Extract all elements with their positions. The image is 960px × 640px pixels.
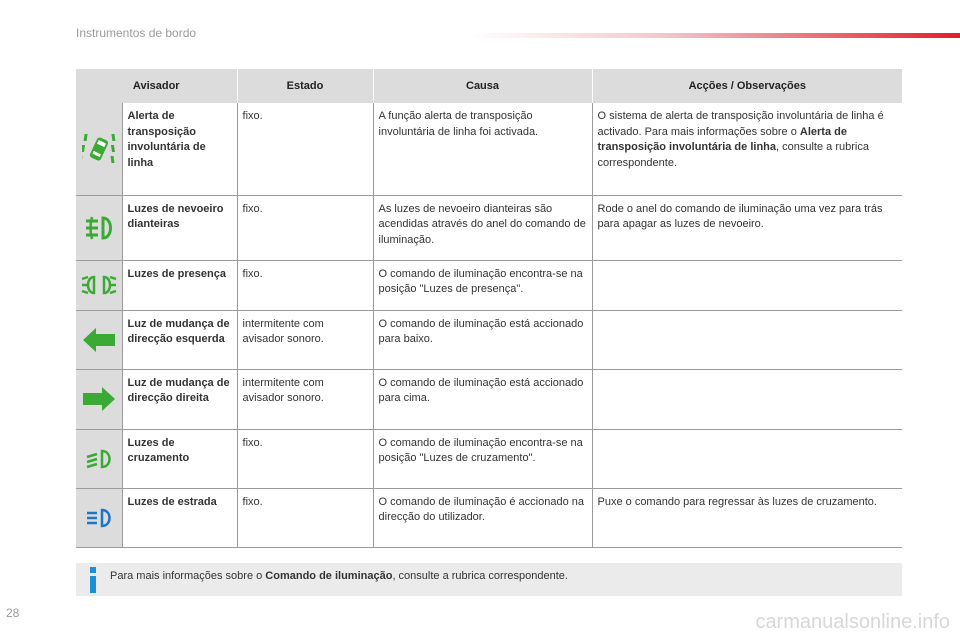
table-row — [76, 429, 902, 488]
column-header-avisador: Avisador — [76, 69, 237, 103]
row-cause: O comando de iluminação encontra-se na posição "Luzes de presença". — [373, 260, 592, 310]
row-state: fixo. — [237, 429, 373, 488]
row-cause: As luzes de nevoeiro dianteiras são acendidas através do anel do comando de iluminação. — [373, 195, 592, 260]
row-cause: A função alerta de transposição involuntária de linha foi activada. — [373, 103, 592, 195]
front-fog-lights-icon — [76, 215, 122, 241]
warning-lights-table — [76, 69, 902, 548]
info-note-link-title: Comando de iluminação — [265, 570, 393, 582]
page-number: 28 — [6, 606, 20, 620]
row-state: intermitente com avisador sonoro. — [237, 369, 373, 429]
row-name: Luz de mudança de direcção direita — [122, 369, 237, 429]
header-accent-rule — [470, 33, 960, 38]
page-header-title: Instrumentos de bordo — [76, 26, 197, 40]
watermark: carmanualsonline.info — [755, 611, 950, 633]
column-header-accoes: Acções / Observações — [592, 69, 902, 103]
row-state: intermitente com avisador sonoro. — [237, 310, 373, 369]
row-name: Luz de mudança de direcção esquerda — [122, 310, 237, 369]
row-name: Luzes de estrada — [122, 488, 237, 547]
table-row — [76, 488, 902, 547]
table-row — [76, 103, 902, 195]
table-row — [76, 195, 902, 260]
row-action-text: O sistema de alerta de transposição involuntária de linha é activado. Para mais informações sobre o — [597, 110, 884, 138]
info-note-lead: Para mais informações sobre o — [110, 570, 266, 582]
table-header-row — [76, 69, 902, 103]
icon-cell — [76, 310, 122, 369]
row-action-text: Rode o anel do comando de iluminação uma vez para trás para apagar as luzes de nevoeiro. — [597, 202, 883, 230]
icon-cell — [76, 195, 122, 260]
info-note — [76, 563, 902, 596]
info-note-tail: , consulte a rubrica correspondente. — [392, 570, 568, 582]
row-cause: O comando de iluminação está accionado para cima. — [373, 369, 592, 429]
row-state: fixo. — [237, 488, 373, 547]
right-turn-arrow-icon — [76, 386, 122, 412]
row-name: Alerta de transposição involuntária de linha — [122, 103, 237, 195]
info-icon — [86, 567, 100, 596]
row-action-tail: , consulte a rubrica correspondente. — [597, 141, 869, 169]
row-action — [592, 195, 902, 260]
sidelights-icon — [76, 274, 122, 296]
icon-cell — [76, 369, 122, 429]
table-row — [76, 310, 902, 369]
icon-cell — [76, 103, 122, 195]
table-row — [76, 260, 902, 310]
row-action — [592, 260, 902, 310]
left-turn-arrow-icon — [76, 327, 122, 353]
row-cause: O comando de iluminação é accionado na direcção do utilizador. — [373, 488, 592, 547]
column-header-estado: Estado — [237, 69, 373, 103]
row-action — [592, 103, 902, 195]
main-beam-icon — [76, 507, 122, 529]
row-state: fixo. — [237, 195, 373, 260]
row-name: Luzes de presença — [122, 260, 237, 310]
row-action-bold: Alerta de transposição involuntária de linha — [597, 125, 847, 153]
info-note-text — [110, 570, 568, 582]
row-name: Luzes de cruzamento — [122, 429, 237, 488]
row-action — [592, 369, 902, 429]
lane-departure-warning-icon — [76, 131, 122, 167]
row-cause: O comando de iluminação está accionado para baixo. — [373, 310, 592, 369]
row-state: fixo. — [237, 103, 373, 195]
column-header-causa: Causa — [373, 69, 592, 103]
icon-cell — [76, 429, 122, 488]
icon-cell — [76, 260, 122, 310]
row-action — [592, 310, 902, 369]
row-action-text: Puxe o comando para regressar às luzes de cruzamento. — [597, 495, 877, 508]
table-row — [76, 369, 902, 429]
row-state: fixo. — [237, 260, 373, 310]
dipped-beam-icon — [76, 448, 122, 470]
row-action — [592, 488, 902, 547]
row-action — [592, 429, 902, 488]
row-cause: O comando de iluminação encontra-se na posição "Luzes de cruzamento". — [373, 429, 592, 488]
icon-cell — [76, 488, 122, 547]
row-name: Luzes de nevoeiro dianteiras — [122, 195, 237, 260]
